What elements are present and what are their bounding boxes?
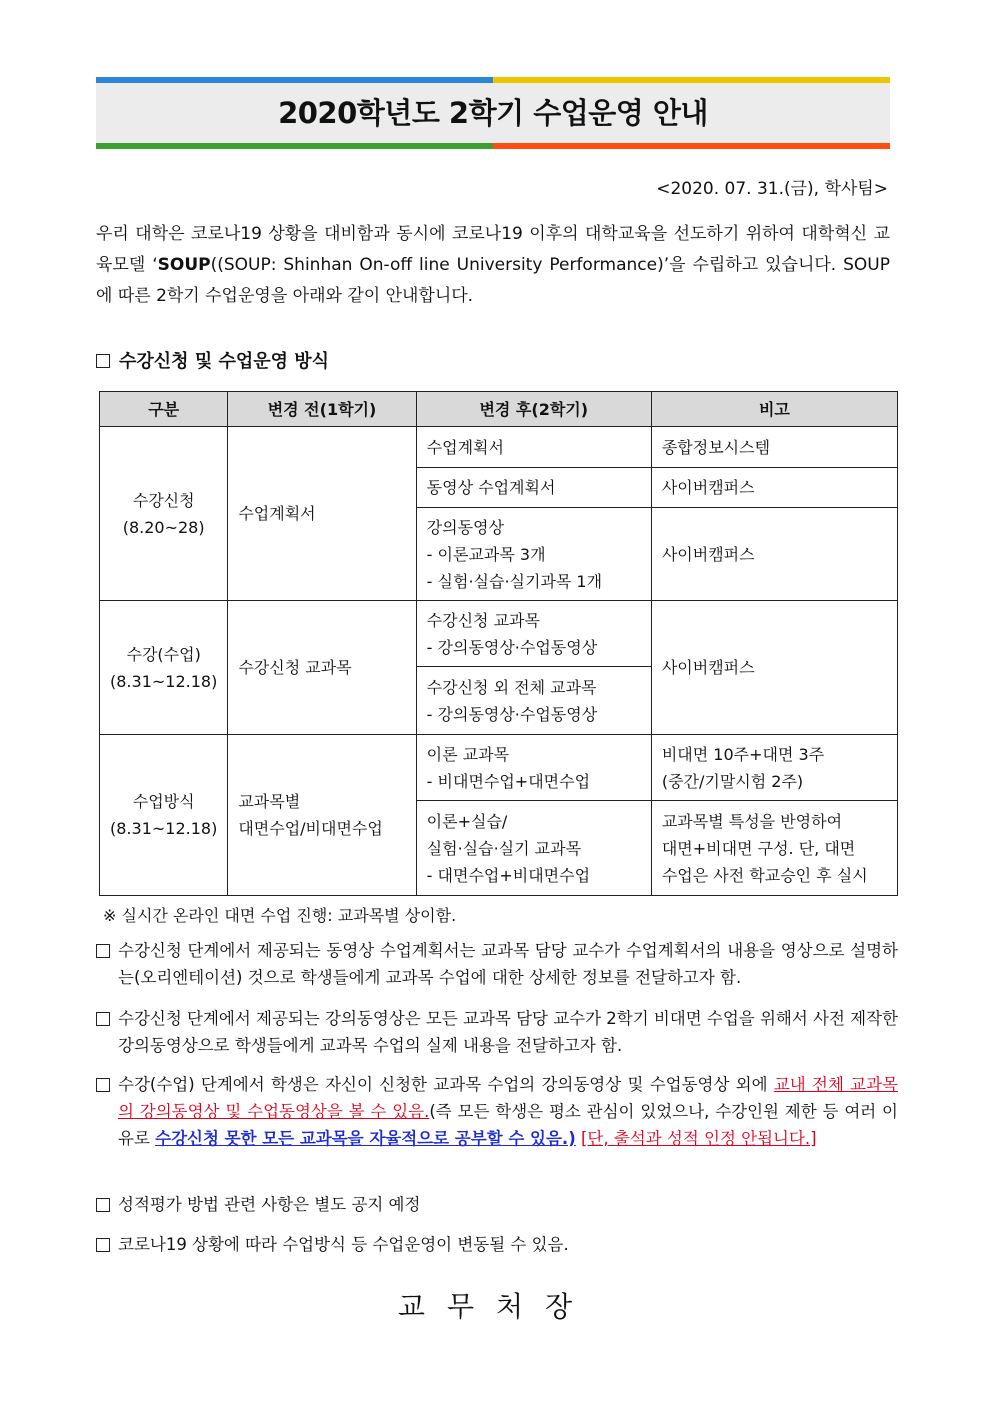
- intro-soup: SOUP: [157, 255, 211, 275]
- checkbox-square-icon: [96, 354, 110, 368]
- table-header-row: [100, 392, 898, 427]
- before-cell: 교과목별 대면수업/비대면수업: [228, 735, 416, 896]
- note-cell: 사이버캠퍼스: [651, 468, 897, 508]
- after-cell: 이론+실습/ 실험·실습·실기 교과목 - 대면수업+비대면수업: [416, 801, 651, 896]
- intro-text-1: 우리 대학은 코로나19 상황을 대비함과 동시에 코로나19 이후의 대학교육을 선도하기 위하여 대학혁신 교육모델 ‘: [96, 224, 890, 275]
- after-cell: 강의동영상 - 이론교과목 3개 - 실험·실습·실기과목 1개: [416, 508, 651, 601]
- table-row: [100, 427, 898, 468]
- after-cell: 동영상 수업계획서: [416, 468, 651, 508]
- header-after: 변경 후(2학기): [416, 392, 651, 427]
- highlight-red: 교내 전체 교과목의 강의동영상 및 수업동영상을 볼 수 있음.: [118, 1075, 898, 1121]
- page-title: 2020학년도 2학기 수업운영 안내: [278, 96, 708, 130]
- category-cell: 수강신청 (8.20~28): [100, 427, 228, 601]
- header-before: 변경 전(1학기): [228, 392, 416, 427]
- note-cell: 종합정보시스템: [651, 427, 897, 468]
- after-cell: 이론 교과목 - 비대면수업+대면수업: [416, 735, 651, 801]
- schedule-table: [99, 391, 898, 896]
- checkbox-square-icon: [96, 1238, 110, 1252]
- note-cell: 교과목별 특성을 반영하여 대면+비대면 구성. 단, 대면 수업은 사전 학교승인 후 실시: [651, 801, 897, 896]
- intro-paragraph: [96, 219, 890, 312]
- after-cell: 수강신청 교과목 - 강의동영상·수업동영상: [416, 601, 651, 667]
- document-date: <2020. 07. 31.(금), 학사팀>: [656, 179, 888, 199]
- table-row: [100, 735, 898, 801]
- highlight-red-notice: [단, 출석과 성적 인정 안됩니다.]: [581, 1129, 817, 1148]
- section-heading: [96, 347, 329, 373]
- note-cell: 비대면 10주+대면 3주 (중간/기말시험 2주): [651, 735, 897, 801]
- table-row: [100, 601, 898, 667]
- category-cell: 수강(수업) (8.31~12.18): [100, 601, 228, 735]
- checkbox-square-icon: [96, 944, 110, 958]
- list-item: 수강(수업) 단계에서 학생은 자신이 신청한 교과목 수업의 강의동영상 및 수업동영상 외에 교내 전체 교과목의 강의동영상 및 수업동영상을 볼 수 있음.(즉 모든 학생은 평소 관심이 있었으나, 수강인원 제한 등 여러 이유로 수강신청 못한 모든 교과목을 자율적으로 공부할 수 있음.) [단, 출석과 성적 인정 안됩니다.]: [96, 1071, 898, 1152]
- section-title: 수강신청 및 수업운영 방식: [119, 351, 330, 372]
- signature: 교무처장: [397, 1290, 595, 1323]
- checkbox-square-icon: [96, 1198, 110, 1212]
- note-cell: 사이버캠퍼스: [651, 601, 897, 735]
- before-cell: 수강신청 교과목: [228, 601, 416, 735]
- note-cell: 사이버캠퍼스: [651, 508, 897, 601]
- highlight-blue: 수강신청 못한 모든 교과목을 자율적으로 공부할 수 있음.): [155, 1129, 576, 1148]
- checkbox-square-icon: [96, 1012, 110, 1026]
- title-banner: [96, 77, 890, 149]
- list-item: 성적평가 방법 관련 사항은 별도 공지 예정: [96, 1191, 898, 1218]
- banner-stripe-orange: [493, 143, 890, 149]
- header-category: 구분: [100, 392, 228, 427]
- after-cell: 수업계획서: [416, 427, 651, 468]
- after-cell: 수강신청 외 전체 교과목 - 강의동영상·수업동영상: [416, 667, 651, 735]
- category-cell: 수업방식 (8.31~12.18): [100, 735, 228, 896]
- list-item: 코로나19 상황에 따라 수업방식 등 수업운영이 변동될 수 있음.: [96, 1231, 898, 1258]
- list-item: 수강신청 단계에서 제공되는 동영상 수업계획서는 교과목 담당 교수가 수업계획서의 내용을 영상으로 설명하는(오리엔테이션) 것으로 학생들에게 교과목 수업에 대한 상세한 정보를 전달하고자 함.: [96, 937, 898, 991]
- table-footnote: ※ 실시간 온라인 대면 수업 진행: 교과목별 상이함.: [103, 906, 457, 925]
- checkbox-square-icon: [96, 1078, 110, 1092]
- list-item: 수강신청 단계에서 제공되는 강의동영상은 모든 교과목 담당 교수가 2학기 비대면 수업을 위해서 사전 제작한 강의동영상으로 학생들에게 교과목 수업의 실제 내용을 전달하고자 함.: [96, 1005, 898, 1059]
- banner-stripe-green: [96, 143, 493, 149]
- header-note: 비고: [651, 392, 897, 427]
- intro-text-2: ((SOUP: Shinhan On-off line University Performance)’을 수립하고 있습니다. SOUP에 따른 2학기 수업운영을 아래와 같이 안내합니다.: [96, 255, 891, 306]
- before-cell: 수업계획서: [228, 427, 416, 601]
